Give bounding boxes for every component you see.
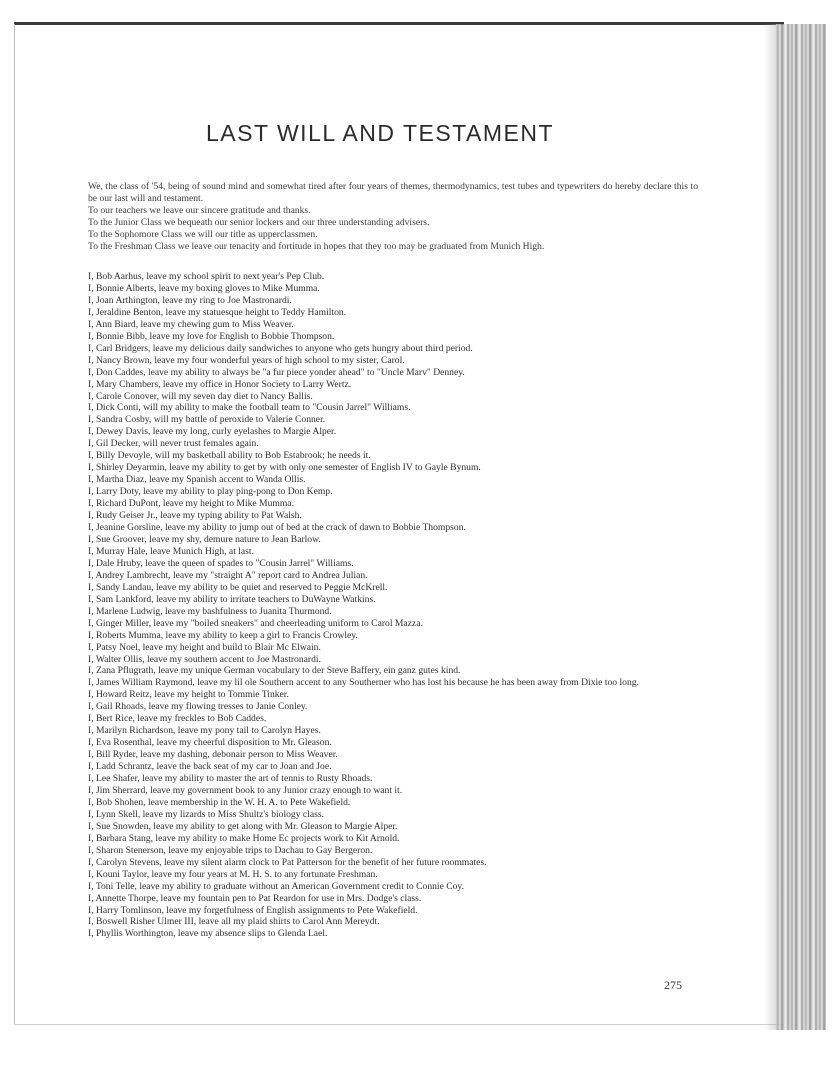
bequest-item: I, Sandra Cosby, will my battle of peroxide to Valerie Conner. [88, 414, 326, 426]
bequest-item: I, Lee Shafer, leave my ability to master the art of tennis to Rusty Rhoads. [88, 773, 373, 785]
bequest-item: I, Zana Pflugrath, leave my unique German vocabulary to der Steve Baffery, ein ganz gutes kind. [88, 665, 461, 677]
bequest-item: I, Lynn Skell, leave my lizards to Miss Shultz's biology class. [88, 808, 324, 820]
bequest-item: I, Roberts Mumma, leave my ability to keep a girl to Francis Crowley. [88, 629, 358, 641]
bequest-item: I, Barbara Stang, leave my ability to make Home Ec projects work to Kit Arnold. [88, 832, 400, 844]
bequest-item: I, Carole Conover, will my seven day diet to Nancy Ballis. [88, 390, 313, 402]
bequest-item: I, Sue Snowden, leave my ability to get along with Mr. Gleason to Margie Alper. [88, 820, 398, 832]
intro-section [88, 181, 698, 252]
bequest-item: I, Dale Hruby, leave the queen of spades to "Cousin Jarrel" Williams. [88, 557, 354, 569]
bequest-item: I, Murray Hale, leave Munich High, at last. [88, 545, 254, 557]
bequest-item: I, Bonnie Alberts, leave my boxing gloves to Mike Mumma. [88, 282, 320, 294]
bequest-item: I, Dick Conti, will my ability to make the football team to "Cousin Jarrel" Williams. [88, 402, 411, 414]
left-border [14, 24, 15, 1024]
page-title: LAST WILL AND TESTAMENT [205, 120, 555, 146]
bequest-item: I, Jim Sherrard, leave my government book to any Junior crazy enough to want it. [88, 784, 403, 796]
bequest-item: I, Sandy Landau, leave my ability to be quiet and reserved to Peggie McKrell. [88, 581, 388, 593]
bequest-item: I, Bonnie Bibb, leave my love for English to Bobbie Thompson. [88, 330, 335, 342]
bequest-item: I, Sam Lankford, leave my ability to irritate teachers to DuWayne Watkins. [88, 593, 376, 605]
intro-paragraph: To our teachers we leave our sincere gratitude and thanks. [88, 204, 311, 216]
bequest-item: I, Richard DuPont, leave my height to Mike Mumma. [88, 498, 294, 510]
bottom-border [14, 1024, 784, 1025]
bequest-item: I, Phyllis Worthington, leave my absence slips to Glenda Lael. [88, 928, 328, 940]
bequest-item: I, Joan Arthington, leave my ring to Joe Mastronardi. [88, 294, 292, 306]
bequest-list [88, 271, 698, 940]
bequest-item: I, Andrey Lambrecht, leave my "straight A" report card to Andrea Julian. [88, 569, 368, 581]
bequest-item: I, Kouni Taylor, leave my four years at M. H. S. to any fortunate Freshman. [88, 868, 378, 880]
bequest-item: I, Shirley Deyarmin, leave my ability to get by with only one semester of English IV to Gayle Bynum. [88, 462, 481, 474]
bequest-item: I, Toni Telle, leave my ability to graduate without an American Government credit to Connie Coy. [88, 880, 465, 892]
bequest-item: I, Sue Groover, leave my shy, demure nature to Jean Barlow. [88, 533, 321, 545]
bequest-item: I, Walter Ollis, leave my southern accent to Joe Mastronardi. [88, 653, 321, 665]
bequest-item: I, Howard Reitz, leave my height to Tommie Tinker. [88, 689, 289, 701]
bequest-item: I, Patsy Noel, leave my height and build to Blair Mc Elwain. [88, 641, 321, 653]
bequest-item: I, Jeanine Gorsline, leave my ability to jump out of bed at the crack of dawn to Bobbie Thompson. [88, 522, 466, 534]
bequest-item: I, Sharon Stenerson, leave my enjoyable trips to Dachau to Gay Bergeron. [88, 844, 373, 856]
bequest-item: I, Ginger Miller, leave my "boiled sneakers" and cheerleading uniform to Carol Mazza. [88, 617, 423, 629]
bequest-item: I, Gail Rhoads, leave my flowing tresses to Janie Conley. [88, 701, 308, 713]
bequest-item: I, James William Raymond, leave my lil ole Southern accent to any Southerner who has lost his because he has been away from Dixie too long. [88, 677, 639, 689]
bequest-item: I, Gil Decker, will never trust females again. [88, 438, 259, 450]
page-number: 275 [664, 978, 682, 992]
bequest-item: I, Larry Doty, leave my ability to play ping-pong to Don Kemp. [88, 486, 333, 498]
bequest-item: I, Bob Shohen, leave membership in the W. H. A. to Pete Wakefield. [88, 796, 351, 808]
bequest-item: I, Jeraldine Benton, leave my statuesque height to Teddy Hamilton. [88, 306, 347, 318]
bequest-item: I, Marlene Ludwig, leave my bashfulness to Juanita Thurmond. [88, 605, 332, 617]
bequest-item: I, Carl Bridgers, leave my delicious daily sandwiches to anyone who gets hungry about third period. [88, 342, 473, 354]
bequest-item: I, Bill Ryder, leave my dashing, debonair person to Miss Weaver. [88, 749, 338, 761]
intro-paragraph: To the Freshman Class we leave our tenacity and fortitude in hopes that they too may be graduated from Munich High. [88, 240, 545, 252]
top-border [14, 22, 784, 25]
bequest-item: I, Mary Chambers, leave my office in Honor Society to Larry Wertz. [88, 378, 352, 390]
intro-paragraph: To the Sophomore Class we will our title as upperclassmen. [88, 228, 318, 240]
intro-paragraph: To the Junior Class we bequeath our senior lockers and our three understanding advisers. [88, 216, 430, 228]
bequest-item: I, Dewey Davis, leave my long, curly eyelashes to Margie Alper. [88, 426, 337, 438]
bequest-item: I, Nancy Brown, leave my four wonderful years of high school to my sister, Carol. [88, 354, 405, 366]
bequest-item: I, Marilyn Richardson, leave my pony tail to Carolyn Hayes. [88, 725, 321, 737]
bequest-item: I, Martha Diaz, leave my Spanish accent to Wanda Ollis. [88, 474, 306, 486]
intro-paragraph: We, the class of '54, being of sound mind and somewhat tired after four years of themes, thermodynamics, test tubes and typewriters do hereby declare this to be our last will and testament. [88, 181, 698, 204]
bequest-item: I, Eva Rosenthal, leave my cheerful disposition to Mr. Gleason. [88, 737, 332, 749]
bequest-item: I, Carolyn Stevens, leave my silent alarm clock to Pat Patterson for the benefit of her future roommates. [88, 856, 487, 868]
bequest-item: I, Billy Devoyle, will my basketball ability to Bob Estabrook; he needs it. [88, 450, 371, 462]
bequest-item: I, Bert Rice, leave my freckles to Bob Caddes. [88, 713, 267, 725]
bequest-item: I, Annette Thorpe, leave my fountain pen to Pat Reardon for use in Mrs. Dodge's class. [88, 892, 422, 904]
bequest-item: I, Bob Aarhus, leave my school spirit to next year's Pep Club. [88, 271, 325, 282]
book-binding-edge [776, 24, 826, 1030]
bequest-item: I, Boswell Risher Ulmer III, leave all my plaid shirts to Carol Ann Mereydt. [88, 916, 380, 928]
bequest-item: I, Ladd Schrantz, leave the back seat of my car to Joan and Joe. [88, 761, 332, 773]
bequest-item: I, Ann Biard, leave my chewing gum to Miss Weaver. [88, 318, 294, 330]
bequest-item: I, Harry Tomlinson, leave my forgetfulness of English assignments to Pete Wakefield. [88, 904, 418, 916]
bequest-item: I, Don Caddes, leave my ability to always be "a fur piece yonder ahead" to "Uncle Marv" Denney. [88, 366, 465, 378]
bequest-item: I, Rudy Geiser Jr., leave my typing ability to Pat Walsh. [88, 510, 302, 522]
